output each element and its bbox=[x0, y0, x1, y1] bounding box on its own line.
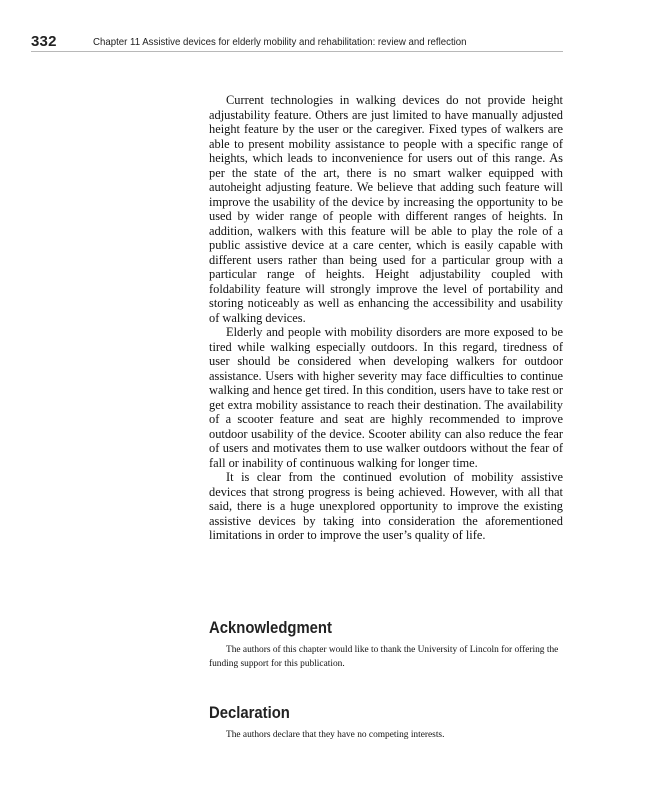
body-paragraph: It is clear from the continued evolution of mobility assistive devices that strong progress is being achieved. However, with all that said, there is a huge unexplored opportunity to improve the existing assistive devices by taking into consideration the aforementioned limitations in order to improve the user’s quality of life. bbox=[209, 470, 563, 542]
declaration-paragraph: The authors declare that they have no competing interests. bbox=[226, 730, 445, 740]
chapter-title: Chapter 11 Assistive devices for elderly mobility and rehabilitation: review and reflection bbox=[93, 36, 467, 48]
declaration-heading: Declaration bbox=[209, 704, 290, 722]
main-body-text bbox=[209, 93, 563, 543]
body-paragraph: Elderly and people with mobility disorders are more exposed to be tired while walking especially outdoors. In this regard, tiredness of user should be considered when developing walkers for outdoor assistance. Users with higher severity may face difficulties to continue walking and hence get tired. In this condition, users have to take rest or get extra mobility assistance to reach their destination. The availability of a scooter feature and seat are highly recommended to improve outdoor usability of the device. Scooter ability can also reduce the fear of users and motivates them to use walker outdoors without the fear of fall or inability of continuous walking for longer time. bbox=[209, 325, 563, 470]
page-number: 332 bbox=[31, 33, 57, 50]
body-paragraph: Current technologies in walking devices do not provide height adjustability feature. Others are just limited to have manually adjusted height feature by the user or the caregiver. Fixed types of walkers are able to present mobility assistance to people with a specific range of heights, which leads to inconvenience for users out of this range. As per the state of the art, there is no smart walker equipped with autoheight adjusting feature. We believe that adding such feature will improve the usability of the device by increasing the opportunity to be used by wider range of people with different ranges of heights. In addition, walkers with this feature will be able to play the role of a public assistive device at a care center, which is easily capable with different users rather than being used for a particular group with a particular range of heights. Height adjustability coupled with foldability feature will strongly improve the level of portability and storing noticeably as well as enhancing the accessibility and usability of walking devices. bbox=[209, 93, 563, 325]
running-header bbox=[31, 33, 563, 52]
acknowledgment-heading: Acknowledgment bbox=[209, 619, 332, 637]
declaration-text bbox=[209, 729, 563, 743]
acknowledgment-paragraph: The authors of this chapter would like to thank the University of Lincoln for offering the funding support for this publication. bbox=[209, 645, 559, 669]
acknowledgment-text bbox=[209, 644, 563, 671]
